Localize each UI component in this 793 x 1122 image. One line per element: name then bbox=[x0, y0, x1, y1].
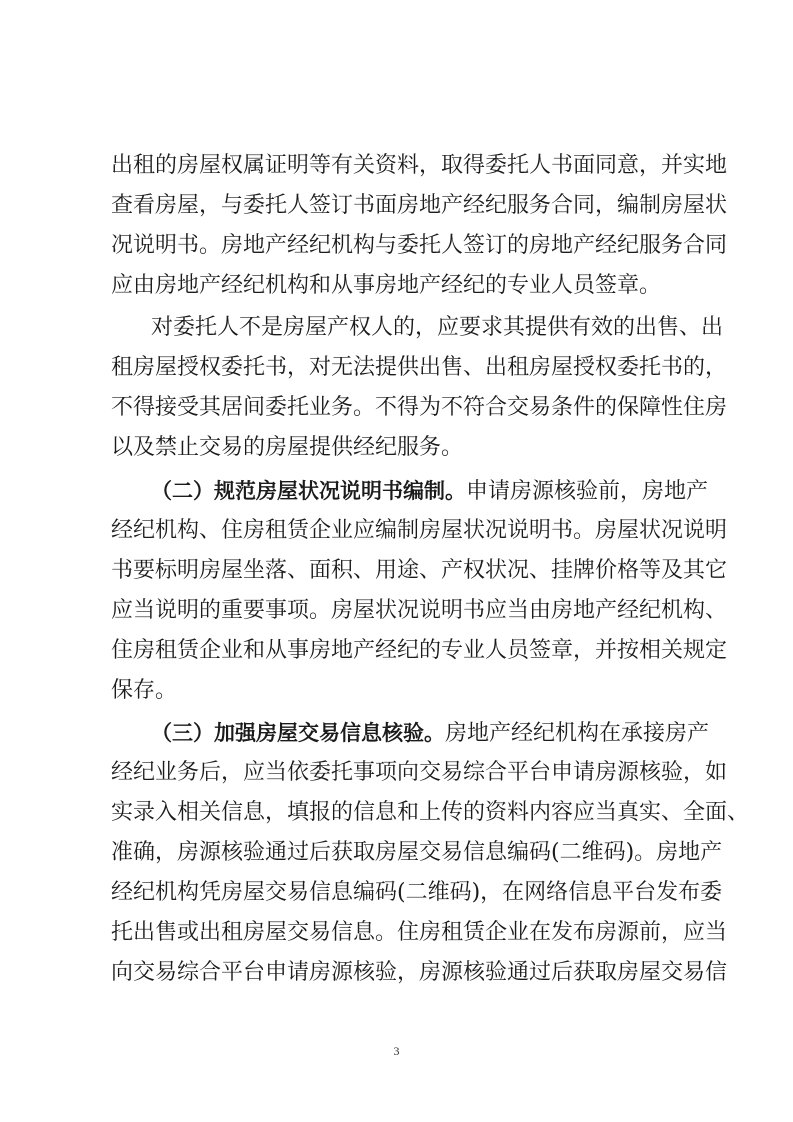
paragraph-3-line-1 bbox=[151, 471, 709, 511]
paragraph-3-line-6: 保存。 bbox=[111, 678, 178, 703]
paragraph-2-line-2: 租房屋授权委托书，对无法提供出售、出租房屋授权委托书的， bbox=[111, 355, 728, 380]
paragraph-4-line-4: 准确，房源核验通过后获取房屋交易信息编码(二维码)。房地产 bbox=[111, 840, 723, 865]
paragraph-4-line-3: 实录入相关信息，填报的信息和上传的资料内容应当真实、全面、 bbox=[111, 800, 750, 825]
paragraph-3-line-2: 经纪机构、住房租赁企业应编制房屋状况说明书。房屋状况说明 bbox=[111, 518, 728, 543]
paragraph-3-line-3: 书要标明房屋坐落、面积、用途、产权状况、挂牌价格等及其它 bbox=[111, 558, 728, 583]
paragraph-3-line-5: 住房租赁企业和从事房地产经纪的专业人员签章，并按相关规定 bbox=[111, 638, 728, 663]
paragraph-4-first-line-text: 房地产经纪机构在承接房产 bbox=[445, 721, 710, 746]
paragraph-4-line-1 bbox=[151, 713, 710, 753]
paragraph-3-heading: （二）规范房屋状况说明书编制。 bbox=[151, 479, 466, 503]
paragraph-3-first-line-text: 申请房源核验前，房地产 bbox=[466, 479, 709, 504]
paragraph-2-line-4: 以及禁止交易的房屋提供经纪服务。 bbox=[111, 435, 464, 460]
paragraph-4-line-2: 经纪业务后，应当依委托事项向交易综合平台申请房源核验，如 bbox=[111, 760, 728, 785]
paragraph-1-line-1: 出租的房屋权属证明等有关资料，取得委托人书面同意，并实地 bbox=[111, 153, 728, 178]
paragraph-2-line-3: 不得接受其居间委托业务。不得为不符合交易条件的保障性住房 bbox=[111, 395, 728, 420]
paragraph-1-line-4: 应由房地产经纪机构和从事房地产经纪的专业人员签章。 bbox=[111, 273, 662, 298]
paragraph-1-line-2: 查看房屋，与委托人签订书面房地产经纪服务合同，编制房屋状 bbox=[111, 193, 728, 218]
paragraph-4-line-6: 托出售或出租房屋交易信息。住房租赁企业在发布房源前，应当 bbox=[111, 920, 728, 945]
paragraph-3-line-4: 应当说明的重要事项。房屋状况说明书应当由房地产经纪机构、 bbox=[111, 598, 728, 623]
paragraph-4-line-7: 向交易综合平台申请房源核验，房源核验通过后获取房屋交易信 bbox=[111, 960, 728, 985]
paragraph-4-heading: （三）加强房屋交易信息核验。 bbox=[151, 721, 445, 745]
paragraph-1-line-3: 况说明书。房地产经纪机构与委托人签订的房地产经纪服务合同 bbox=[111, 233, 728, 258]
paragraph-4-line-5: 经纪机构凭房屋交易信息编码(二维码)，在网络信息平台发布委 bbox=[111, 880, 723, 905]
page-number: 3 bbox=[393, 1044, 400, 1058]
paragraph-2-line-1: 对委托人不是房屋产权人的，应要求其提供有效的出售、出 bbox=[151, 315, 724, 340]
